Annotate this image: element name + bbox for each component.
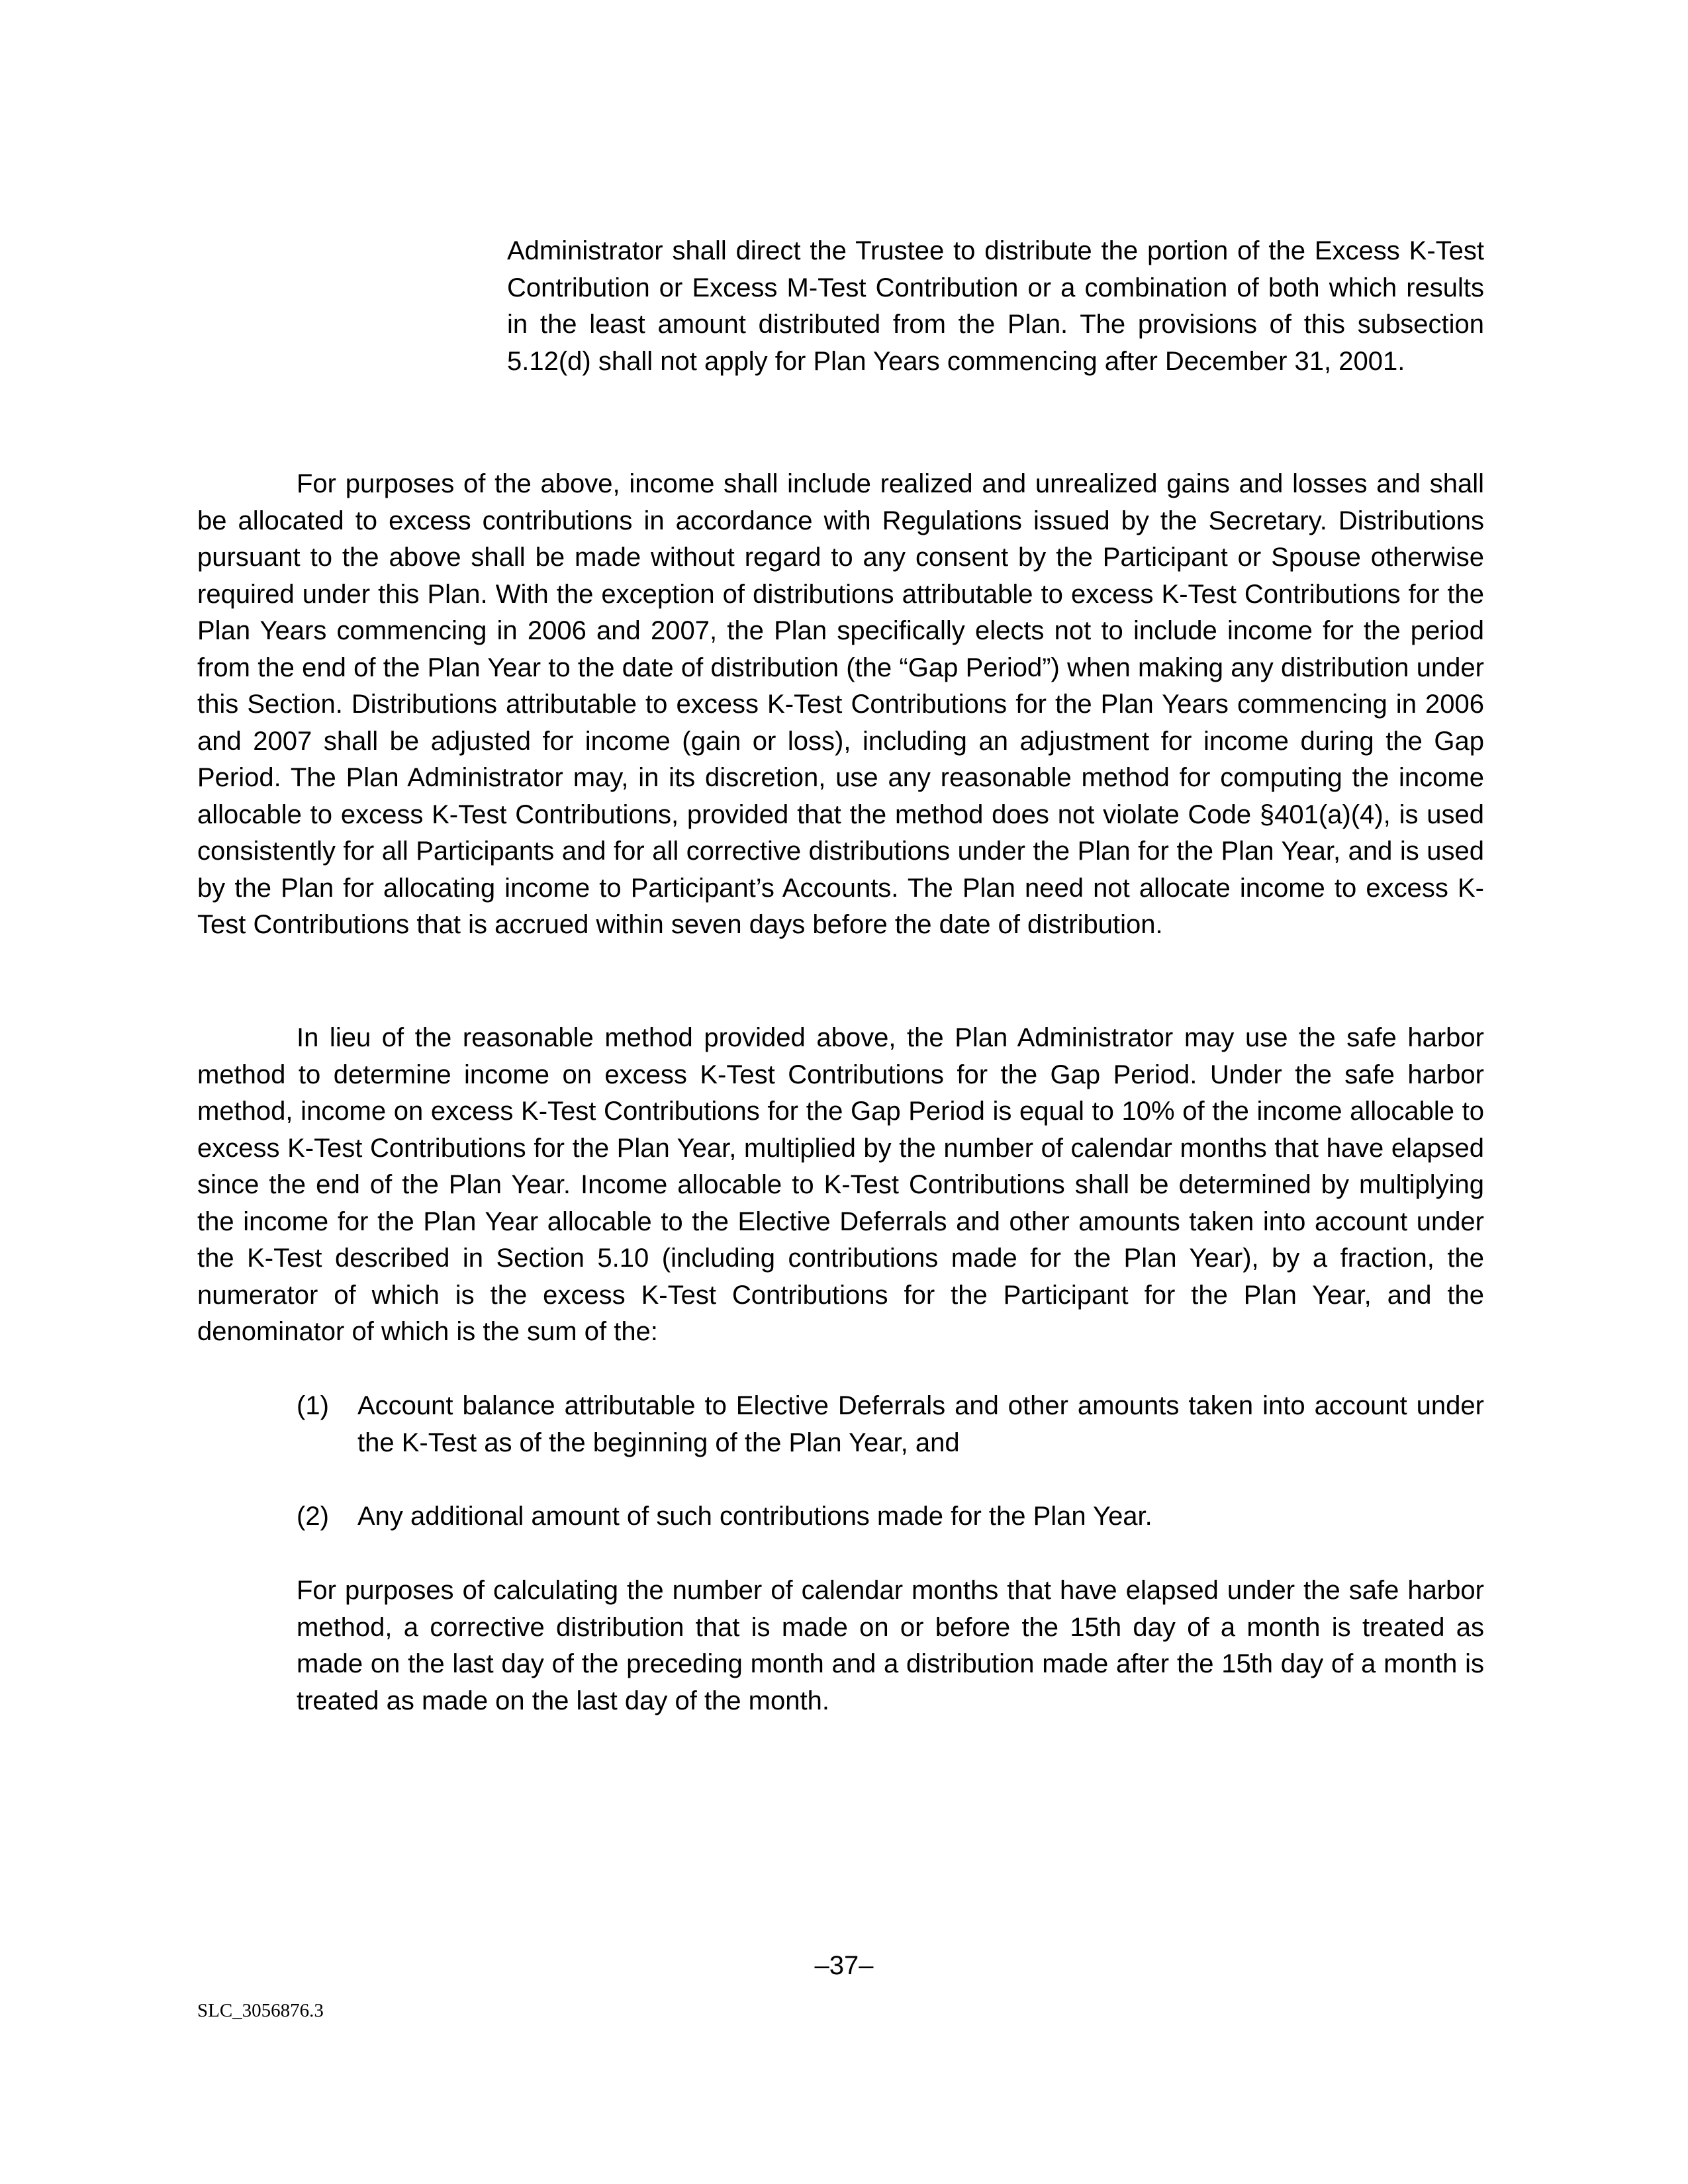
- document-id: SLC_3056876.3: [197, 2000, 324, 2021]
- list-item: [297, 1498, 1484, 1535]
- paragraph-safe-harbor-method: In lieu of the reasonable method provided above, the Plan Administrator may use the safe harbor method to determine income on excess K-Test Contributions for the Gap Period. Under the safe harbor method, income on excess K-Test Contributions for the Gap Period is equal to 10% of the income allocable to excess K-Test Contributions for the Plan Year, multiplied by the number of calendar months that have elapsed since the end of the Plan Year. Income allocable to K-Test Contributions shall be determined by multiplying the income for the Plan Year allocable to the Elective Deferrals and other amounts taken into account under the K-Test described in Section 5.10 (including contributions made for the Plan Year), by a fraction, the numerator of which is the excess K-Test Contributions for the Participant for the Plan Year, and the denominator of which is the sum of the:: [197, 1023, 1484, 1346]
- page-number: –37–: [814, 1951, 874, 1980]
- list-item-number: (1): [297, 1391, 329, 1420]
- paragraph-income-allocation: For purposes of the above, income shall include realized and unrealized gains and losses and shall be allocated to excess contributions in accordance with Regulations issued by the Secretary. Distributions pursuant to the above shall be made without regard to any consent by the Participant or Spouse otherwise required under this Plan. With the exception of distributions attributable to excess K-Test Contributions for the Plan Years commencing in 2006 and 2007, the Plan specifically elects not to include income for the period from the end of the Plan Year to the date of distribution (the “Gap Period”) when making any distribution under this Section. Distributions attributable to excess K-Test Contributions for the Plan Years commencing in 2006 and 2007 shall be adjusted for income (gain or loss), including an adjustment for income during the Gap Period. The Plan Administrator may, in its discretion, use any reasonable method for computing the income allocable to excess K-Test Contributions, provided that the method does not violate Code §401(a)(4), is used consistently for all Participants and for all corrective distributions under the Plan for the Plan Year, and is used by the Plan for allocating income to Participant’s Accounts. The Plan need not allocate income to excess K-Test Contributions that is accrued within seven days before the date of distribution.: [197, 469, 1484, 939]
- closing-paragraph: For purposes of calculating the number of calendar months that have elapsed under the safe harbor method, a corrective distribution that is made on or before the 15th day of a month is treated as made on the last day of the preceding month and a distribution made after the 15th day of a month is treated as made on the last day of the month.: [297, 1576, 1484, 1715]
- continued-paragraph: Administrator shall direct the Trustee to distribute the portion of the Excess K-Test Contribution or Excess M-Test Contribution or a combination of both which results in the least amount distributed from the Plan. The provisions of this subsection 5.12(d) shall not apply for Plan Years commencing after December 31, 2001.: [507, 236, 1484, 376]
- list-item-text: Any additional amount of such contributions made for the Plan Year.: [357, 1502, 1152, 1531]
- list-item: [297, 1388, 1484, 1461]
- list-item-number: (2): [297, 1502, 329, 1531]
- list-item-text: Account balance attributable to Elective Deferrals and other amounts taken into account under the K-Test as of the beginning of the Plan Year, and: [357, 1391, 1484, 1457]
